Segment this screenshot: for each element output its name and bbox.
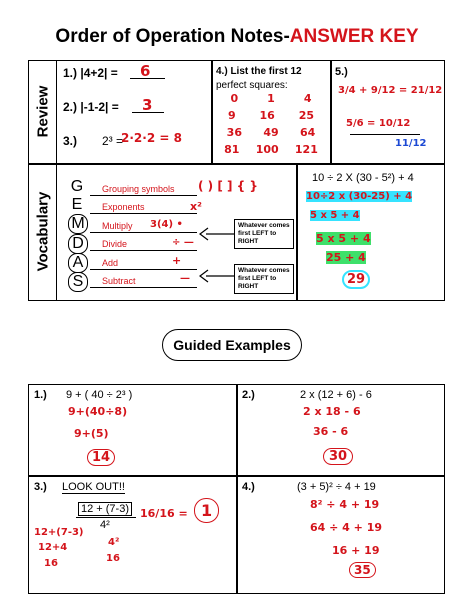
title-answer-key: ANSWER KEY bbox=[289, 26, 419, 47]
vocab-term-add: Add bbox=[102, 258, 119, 268]
ex2-answer: 30 bbox=[323, 448, 353, 465]
review-q5-line1: 3/4 + 9/12 = 21/12 bbox=[338, 85, 443, 96]
ex2-step-1: 2 x 18 - 6 bbox=[303, 405, 361, 418]
vocab-symbol-multiply: 3(4) • bbox=[150, 219, 183, 230]
squares-row-4 bbox=[216, 143, 326, 160]
step-3-text: 5 x 5 + 4 bbox=[316, 232, 371, 245]
review-q3-answer: 2·2·2 = 8 bbox=[121, 131, 182, 145]
ex3-step-1: 12+(7-3) bbox=[34, 527, 84, 538]
review-q2-answer: 3 bbox=[142, 96, 153, 114]
review-q5-prompt: 5.) bbox=[335, 66, 348, 78]
vocab-step-2 bbox=[310, 210, 360, 221]
ex3-den-step-1: 4² bbox=[108, 537, 120, 548]
title-main: Order of Operation Notes- bbox=[55, 26, 290, 47]
gemdas-letter-a: A bbox=[68, 253, 88, 273]
vocab-symbol-divide: ÷ — bbox=[172, 237, 194, 248]
squares-row-3 bbox=[216, 126, 326, 143]
ex1-step-1: 9+(40÷8) bbox=[68, 405, 128, 418]
gemdas-letter-e: E bbox=[71, 196, 83, 213]
vocab-line bbox=[90, 287, 197, 288]
square-value: 16 bbox=[259, 109, 275, 122]
review-q1-prompt: 1.) |4+2| = bbox=[63, 66, 118, 80]
square-value: 81 bbox=[224, 143, 240, 156]
square-value: 25 bbox=[298, 109, 315, 122]
ex3-den-step-2: 16 bbox=[106, 553, 120, 564]
page-title bbox=[0, 26, 474, 48]
callout-multiply-divide: Whatever comes first LEFT to RIGHT bbox=[234, 219, 294, 249]
review-q1-line bbox=[130, 78, 165, 79]
ex4-step-1: 8² ÷ 4 + 19 bbox=[310, 498, 380, 511]
vocab-symbol-grouping: ( ) [ ] { } bbox=[198, 179, 258, 193]
ex4-step-2: 64 ÷ 4 + 19 bbox=[310, 521, 383, 534]
step-1-text: 10÷2 x (30-25) + 4 bbox=[306, 191, 413, 202]
ex4-answer: 35 bbox=[349, 562, 376, 578]
vocab-step-1 bbox=[306, 191, 412, 202]
square-value: 121 bbox=[294, 143, 318, 156]
step-4-text: 25 + 4 bbox=[326, 251, 366, 264]
vocab-line bbox=[90, 250, 197, 251]
ex4-step-3: 16 + 19 bbox=[332, 544, 380, 557]
vocab-problem: 10 ÷ 2 X (30 - 5²) + 4 bbox=[312, 172, 414, 184]
vocab-line bbox=[90, 195, 197, 196]
vocab-term-grouping: Grouping symbols bbox=[102, 184, 175, 194]
ex3-fraction-bar bbox=[76, 517, 136, 518]
callout-arrow-icon bbox=[196, 222, 236, 246]
square-value: 1 bbox=[267, 92, 275, 105]
vocab-term-divide: Divide bbox=[102, 239, 128, 249]
vocab-term-multiply: Multiply bbox=[102, 221, 133, 231]
vocab-symbol-exponent: x² bbox=[190, 200, 202, 213]
review-divider-2 bbox=[330, 60, 332, 164]
review-q3 bbox=[63, 134, 77, 148]
review-q5-line3: 11/12 bbox=[395, 138, 427, 149]
square-value: 4 bbox=[303, 92, 312, 105]
square-value: 100 bbox=[255, 143, 279, 156]
squares-row-2 bbox=[216, 109, 326, 126]
callout-add-subtract: Whatever comes first LEFT to RIGHT bbox=[234, 264, 294, 294]
step-2-text: 5 x 5 + 4 bbox=[310, 210, 360, 221]
ex1-step-2: 9+(5) bbox=[74, 427, 109, 440]
vocab-line bbox=[90, 213, 197, 214]
review-q4-prompt-2: perfect squares: bbox=[216, 80, 288, 91]
ex3-numerator: 12 + (7-3) bbox=[78, 502, 132, 516]
review-q5-line2: 5/6 = 10/12 bbox=[346, 118, 411, 129]
ex4-expression: (3 + 5)² ÷ 4 + 19 bbox=[297, 481, 376, 493]
vocab-label: Vocabulary bbox=[34, 191, 52, 272]
ex2-number: 2.) bbox=[242, 389, 255, 401]
vocab-symbol-add: + bbox=[172, 254, 182, 267]
review-q5-rule bbox=[350, 134, 420, 135]
ex3-answer: 1 bbox=[194, 498, 219, 523]
gemdas-letter-d: D bbox=[68, 234, 88, 254]
guided-examples-label: Guided Examples bbox=[162, 329, 302, 361]
vocab-line bbox=[90, 232, 197, 233]
guided-hdivider bbox=[28, 475, 445, 477]
square-value: 64 bbox=[299, 126, 316, 139]
review-q2-prompt: 2.) |-1-2| = bbox=[63, 100, 119, 114]
guided-vdivider bbox=[236, 384, 238, 594]
gemdas-letter-g: G bbox=[70, 178, 84, 195]
review-q2 bbox=[63, 100, 119, 114]
review-q3-expr: 2³ = bbox=[102, 134, 124, 148]
vocab-term-subtract: Subtract bbox=[102, 276, 136, 286]
vocab-symbol-subtract: — bbox=[180, 273, 190, 284]
ex1-number: 1.) bbox=[34, 389, 47, 401]
review-label: Review bbox=[34, 85, 52, 138]
perfect-squares-grid bbox=[216, 92, 326, 160]
callout-arrow-icon bbox=[196, 264, 236, 288]
review-divider-1 bbox=[211, 60, 213, 164]
square-value: 0 bbox=[230, 92, 239, 105]
review-q3-prompt: 3.) bbox=[63, 134, 78, 148]
vocab-term-exponents: Exponents bbox=[102, 202, 145, 212]
ex3-number: 3.) bbox=[34, 481, 47, 493]
ex3-denominator: 4² bbox=[100, 519, 110, 531]
ex3-lookout: LOOK OUT!! bbox=[62, 481, 125, 493]
review-q1-answer: 6 bbox=[140, 62, 151, 80]
ex3-step-3: 16 bbox=[44, 558, 58, 569]
vocab-line bbox=[90, 269, 197, 270]
ex4-number: 4.) bbox=[242, 481, 255, 493]
ex1-answer: 14 bbox=[87, 449, 115, 466]
vocab-step-4 bbox=[326, 251, 366, 264]
ex2-expression: 2 x (12 + 6) - 6 bbox=[300, 389, 372, 401]
square-value: 49 bbox=[263, 126, 279, 139]
review-q4-prompt bbox=[216, 66, 302, 77]
review-q2-line bbox=[132, 112, 164, 113]
square-value: 9 bbox=[227, 109, 236, 122]
vocab-step-3 bbox=[316, 232, 371, 245]
vocab-answer: 29 bbox=[342, 270, 370, 289]
ex3-step-2: 12+4 bbox=[38, 542, 68, 553]
ex1-expression: 9 + ( 40 ÷ 2³ ) bbox=[66, 389, 133, 401]
review-q4-prompt-1: 4.) List the first 12 bbox=[216, 66, 302, 77]
gemdas-letter-s: S bbox=[68, 272, 88, 292]
gemdas-letter-m: M bbox=[68, 214, 88, 234]
squares-row-1 bbox=[216, 92, 326, 109]
vocab-divider bbox=[296, 164, 298, 301]
square-value: 36 bbox=[226, 126, 242, 139]
ex2-step-2: 36 - 6 bbox=[313, 425, 349, 438]
review-q1 bbox=[63, 66, 118, 80]
ex3-mid: 16/16 = bbox=[140, 507, 188, 520]
